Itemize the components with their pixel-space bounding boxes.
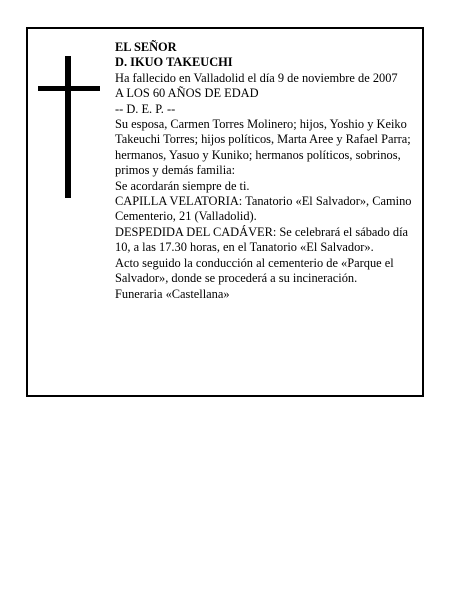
farewell-info: DESPEDIDA DEL CADÁVER: Se celebrará el sábado día 10, a las 17.30 horas, en el Tanatorio «El Salvador». [115, 224, 409, 255]
cross-vertical-bar [65, 56, 71, 198]
cross-icon [38, 56, 100, 198]
notice-heading: EL SEÑOR [115, 40, 177, 54]
chapel-info: CAPILLA VELATORIA: Tanatorio «El Salvador», Camino Cementerio, 21 (Valladolid). [115, 194, 412, 224]
obituary-notice [26, 27, 424, 397]
cemetery-info: Acto seguido la conducción al cementerio de «Parque el Salvador», donde se procederá a su incineración. [115, 255, 394, 286]
death-info: Ha fallecido en Valladolid el día 9 de noviembre de 2007 [115, 70, 398, 85]
cross-horizontal-bar [38, 86, 100, 91]
rip-line: -- D. E. P. -- [115, 101, 176, 116]
remembrance-line: Se acordarán siempre de ti. [115, 178, 250, 193]
age-line: A LOS 60 AÑOS DE EDAD [115, 86, 259, 101]
funeral-home: Funeraria «Castellana» [115, 286, 230, 301]
deceased-name: D. IKUO TAKEUCHI [115, 55, 233, 70]
family-list: Su esposa, Carmen Torres Molinero; hijos, Yoshio y Keiko Takeuchi Torres; hijos políticos, Marta Aree y Rafael Parra; hermanos, Yasuo y Kuniko; hermanos políticos, sobrinos, primos y demás familia: [115, 117, 411, 178]
notice-text [115, 40, 415, 302]
